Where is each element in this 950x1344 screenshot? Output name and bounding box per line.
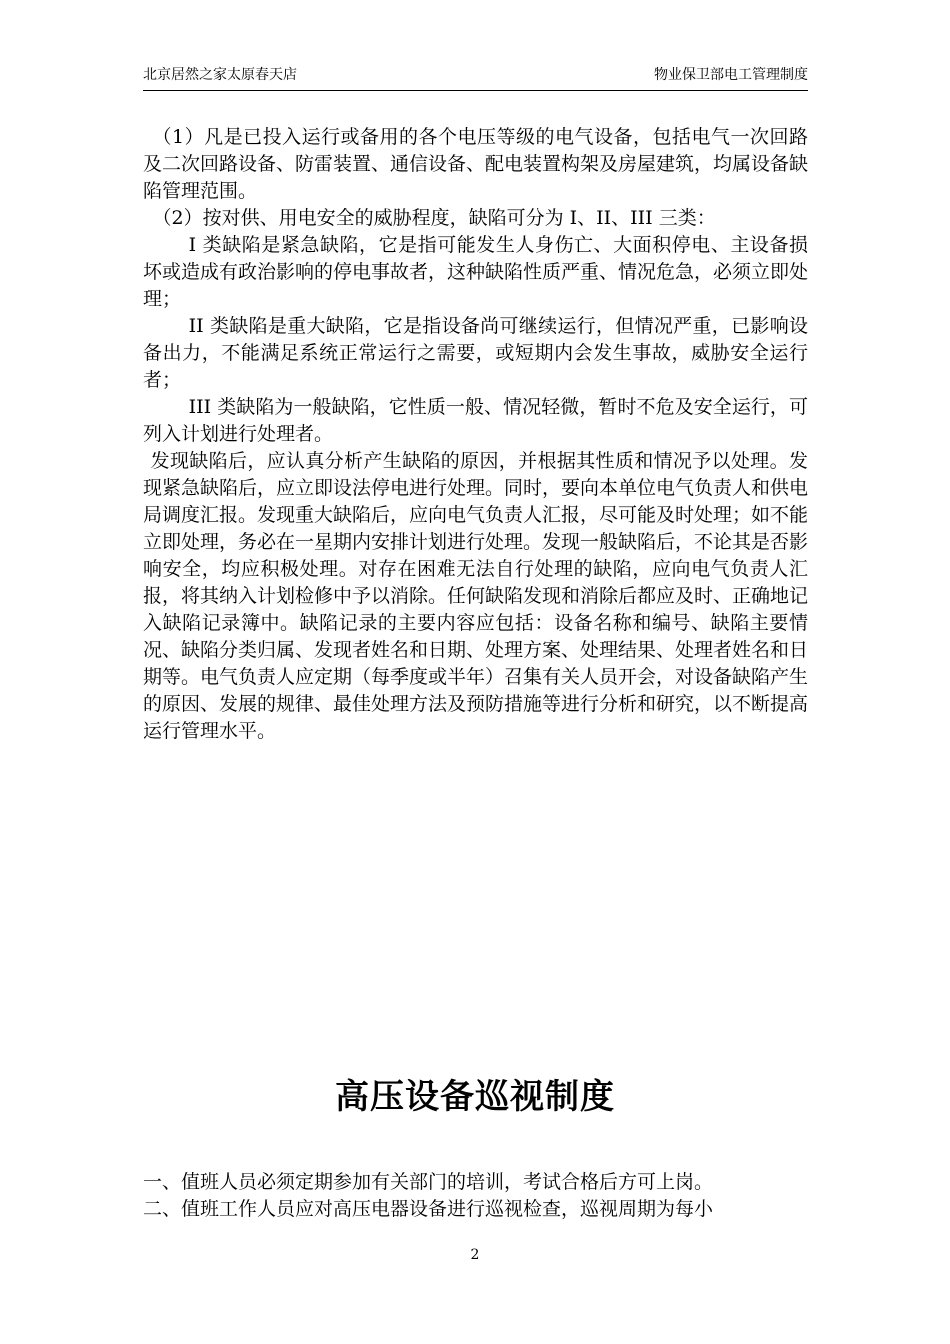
list-item: 二、值班工作人员应对高压电器设备进行巡视检查，巡视周期为每小 — [143, 1198, 714, 1220]
list-item: 一、值班人员必须定期参加有关部门的培训，考试合格后方可上岗。 — [143, 1171, 714, 1193]
paragraph-class-ii: II 类缺陷是重大缺陷，它是指设备尚可继续运行，但情况严重，已影响设备出力，不能满足系统正常运行之需要，或短期内会发生事故，威胁安全运行者； — [143, 315, 808, 391]
paragraph-scope: （1）凡是已投入运行或备用的各个电压等级的电气设备，包括电气一次回路及二次回路设备、防雷装置、通信设备、配电装置构架及房屋建筑，均属设备缺陷管理范围。 — [143, 126, 809, 202]
header-document-title: 物业保卫部电工管理制度 — [654, 67, 808, 83]
paragraph-class-i: I 类缺陷是紧急缺陷，它是指可能发生人身伤亡、大面积停电、主设备损坏或造成有政治影响的停电事故者，这种缺陷性质严重、情况危急，必须立即处理； — [143, 234, 809, 310]
section-title: 高压设备巡视制度 — [335, 1077, 615, 1117]
paragraph-classification: （2）按对供、用电安全的威胁程度，缺陷可分为 I、II、III 三类： — [152, 207, 716, 229]
defect-management-body — [143, 124, 808, 745]
header-company: 北京居然之家太原春天店 — [143, 67, 297, 83]
inspection-rules-list — [143, 1169, 808, 1223]
paragraph-handling: 发现缺陷后，应认真分析产生缺陷的原因，并根据其性质和情况予以处理。发现紧急缺陷后，应立即设法停电进行处理。同时，要向本单位电气负责人和供电局调度汇报。发现重大缺陷后，应向电气负责人汇报，尽可能及时处理；如不能立即处理，务必在一星期内安排计划进行处理。发现一般缺陷后，不论其是否影响安全，均应积极处理。对存在困难无法自行处理的缺陷，应向电气负责人汇报，将其纳入计划检修中予以消除。任何缺陷发现和消除后都应及时、正确地记入缺陷记录簿中。缺陷记录的主要内容应包括：设备名称和编号、缺陷主要情况、缺陷分类归属、发现者姓名和日期、处理方案、处理结果、处理者姓名和日期等。电气负责人应定期（每季度或半年）召集有关人员开会，对设备缺陷产生的原因、发展的规律、最佳处理方法及预防措施等进行分析和研究，以不断提高运行管理水平。 — [143, 450, 809, 742]
paragraph-class-iii: III 类缺陷为一般缺陷，它性质一般、情况轻微，暂时不危及安全运行，可列入计划进行处理者。 — [143, 396, 808, 445]
page-number: 2 — [470, 1247, 480, 1263]
page-header — [143, 64, 808, 91]
